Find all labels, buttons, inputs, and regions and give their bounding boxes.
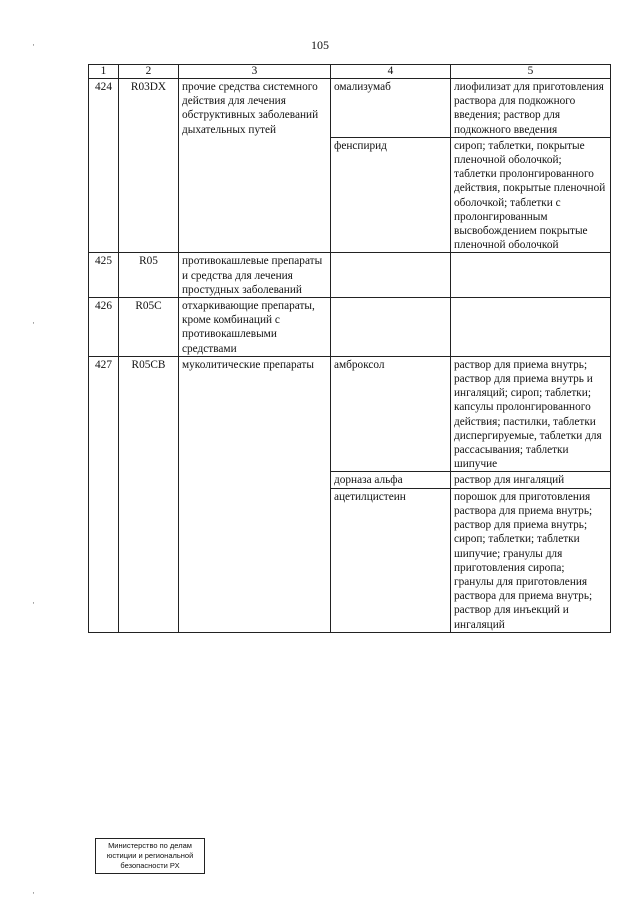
empty-cell — [89, 472, 119, 488]
row-number: 427 — [89, 356, 119, 472]
drug-name: амброксол — [331, 356, 451, 472]
table-row — [89, 356, 611, 472]
empty-cell — [451, 253, 611, 298]
empty-cell — [119, 488, 179, 632]
empty-cell — [179, 137, 331, 253]
empty-cell — [89, 137, 119, 253]
table-row — [89, 79, 611, 138]
table-row — [89, 137, 611, 253]
dosage-form: раствор для ингаляций — [451, 472, 611, 488]
margin-mark: · — [32, 888, 35, 898]
atc-code: R05CB — [119, 356, 179, 472]
dosage-form: раствор для приема внутрь; раствор для приема внутрь и ингаляций; сироп; таблетки; капсулы пролонгированного действия; пастилки, таблетки диспергируемые, таблетки для рассасывания; таблетки шипучие — [451, 356, 611, 472]
column-header: 3 — [179, 65, 331, 79]
drug-table — [88, 64, 611, 633]
row-number: 425 — [89, 253, 119, 298]
header-row — [89, 65, 611, 79]
row-number: 426 — [89, 298, 119, 357]
group-name: отхаркивающие препараты, кроме комбинаций с противокашлевыми средствами — [179, 298, 331, 357]
column-header: 4 — [331, 65, 451, 79]
empty-cell — [451, 298, 611, 357]
table-row — [89, 253, 611, 298]
dosage-form: сироп; таблетки, покрытые пленочной оболочкой; таблетки пролонгированного действия, покрытые пленочной оболочкой; таблетки с пролонгированным высвобождением покрытые пленочной оболочкой — [451, 137, 611, 253]
table-row — [89, 488, 611, 632]
table-row — [89, 298, 611, 357]
empty-cell — [331, 298, 451, 357]
column-header: 2 — [119, 65, 179, 79]
empty-cell — [331, 253, 451, 298]
row-number: 424 — [89, 79, 119, 138]
group-name: противокашлевые препараты и средства для лечения простудных заболеваний — [179, 253, 331, 298]
dosage-form: порошок для приготовления раствора для приема внутрь; раствор для приема внутрь; сироп; таблетки; таблетки шипучие; гранулы для приготовления сиропа; гранулы для приготовления раствора для приема внутрь; раствор для инъекций и ингаляций — [451, 488, 611, 632]
margin-mark: · — [32, 318, 35, 328]
group-name: муколитические препараты — [179, 356, 331, 472]
atc-code: R03DX — [119, 79, 179, 138]
empty-cell — [89, 488, 119, 632]
empty-cell — [179, 488, 331, 632]
table-row — [89, 472, 611, 488]
atc-code: R05 — [119, 253, 179, 298]
page-number: 105 — [311, 38, 329, 52]
dosage-form: лиофилизат для приготовления раствора для подкожного введения; раствор для подкожного введения — [451, 79, 611, 138]
drug-name: фенспирид — [331, 137, 451, 253]
group-name: прочие средства системного действия для лечения обструктивных заболеваний дыхательных путей — [179, 79, 331, 138]
column-header: 5 — [451, 65, 611, 79]
column-header: 1 — [89, 65, 119, 79]
drug-name: ацетилцистеин — [331, 488, 451, 632]
drug-name: дорназа альфа — [331, 472, 451, 488]
drug-name: омализумаб — [331, 79, 451, 138]
empty-cell — [119, 137, 179, 253]
empty-cell — [119, 472, 179, 488]
atc-code: R05C — [119, 298, 179, 357]
empty-cell — [179, 472, 331, 488]
margin-mark: · — [32, 40, 35, 50]
margin-mark: · — [32, 598, 35, 608]
ministry-stamp: Министерство по делам юстиции и региональной безопасности РХ — [95, 838, 205, 874]
